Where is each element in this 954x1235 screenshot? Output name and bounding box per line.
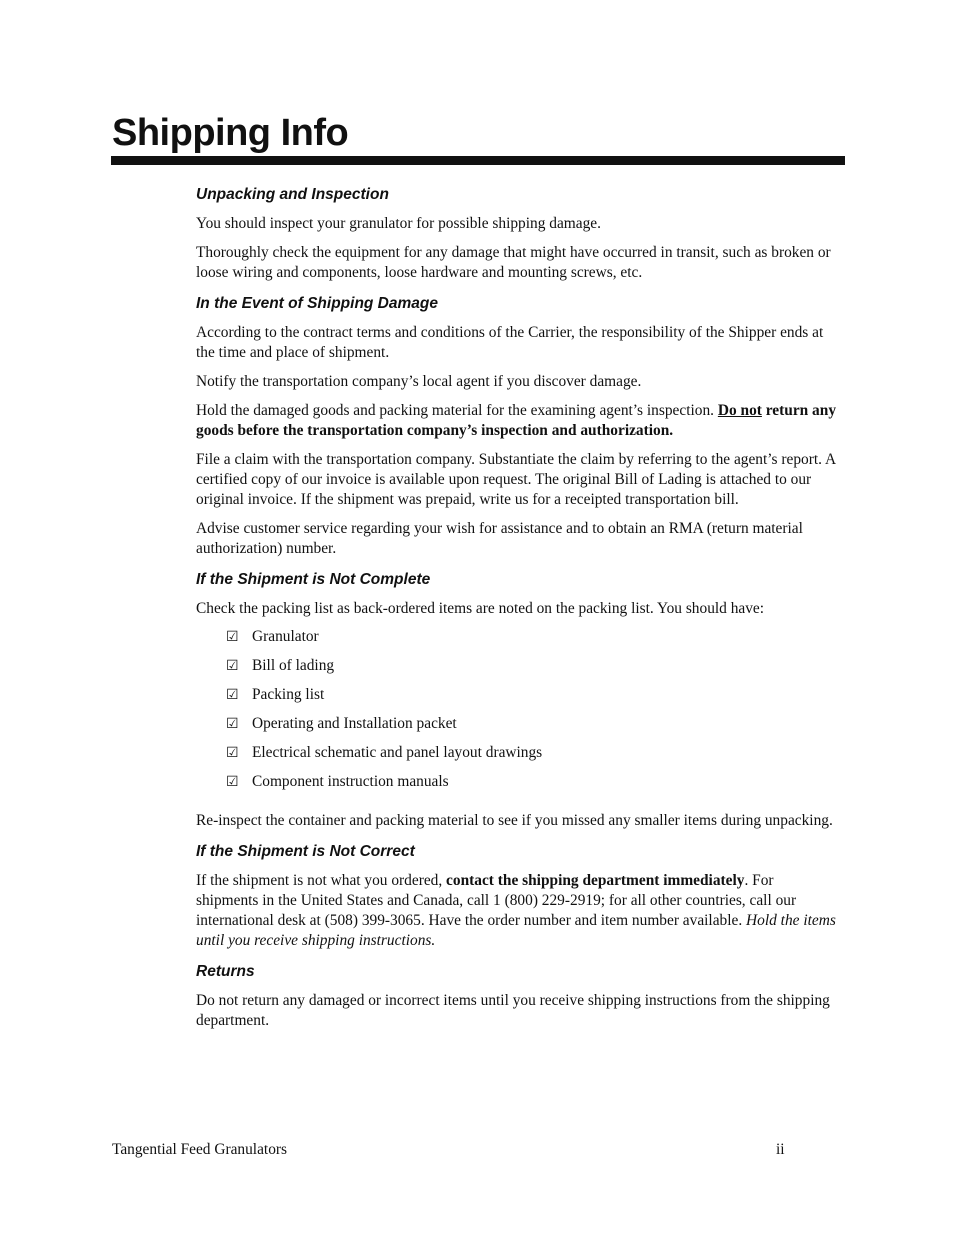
paragraph: You should inspect your granulator for possible shipping damage. — [196, 215, 601, 232]
footer-page-number: ii — [776, 1141, 785, 1158]
list-item — [226, 743, 836, 772]
shipment-checklist — [196, 627, 836, 801]
paragraph: Advise customer service regarding your wish for assistance and to obtain an RMA (return material authorization) number. — [196, 520, 803, 557]
list-item-label: Electrical schematic and panel layout drawings — [252, 744, 543, 761]
section-shipping-damage — [196, 291, 836, 559]
not-correct-paragraph — [196, 871, 836, 951]
title-rule — [111, 156, 845, 165]
section-not-correct — [196, 839, 836, 951]
checkbox-checked-icon: ☑ — [226, 687, 239, 703]
list-item-label: Granulator — [252, 628, 319, 645]
paragraph: Re-inspect the container and packing material to see if you missed any smaller items during unpacking. — [196, 812, 833, 829]
paragraph: Do not return any damaged or incorrect items until you receive shipping instructions from the shipping department. — [196, 992, 830, 1029]
checkbox-checked-icon: ☑ — [226, 774, 239, 790]
page-title: Shipping Info — [112, 112, 349, 154]
list-item — [226, 656, 836, 685]
list-item — [226, 685, 836, 714]
list-item-label: Bill of lading — [252, 657, 335, 674]
text: . For shipments in the United States and Canada, call 1 (800) 229-2919; for all other countries, call our international desk at (508) 399-3065. Have the order number and item number available. — [196, 872, 797, 929]
checkbox-checked-icon: ☑ — [226, 658, 239, 674]
paragraph: According to the contract terms and conditions of the Carrier, the responsibility of the Shipper ends at the time and place of shipment. — [196, 324, 824, 361]
section-heading: In the Event of Shipping Damage — [196, 295, 438, 312]
list-item — [226, 627, 836, 656]
section-heading: If the Shipment is Not Complete — [196, 571, 431, 588]
list-item-label: Packing list — [252, 686, 325, 703]
section-heading: If the Shipment is Not Correct — [196, 843, 415, 860]
return-warning: return any goods before the transportation company’s inspection and authorization. — [196, 402, 837, 439]
text: If the shipment is not what you ordered, — [196, 872, 447, 889]
section-not-complete — [196, 567, 836, 831]
list-item — [226, 714, 836, 743]
checklist-intro: Check the packing list as back-ordered items are noted on the packing list. You should have: — [196, 600, 765, 617]
section-unpacking-inspection — [196, 182, 836, 283]
hold-instruction: Hold the items until you receive shipping instructions. — [196, 912, 836, 949]
checkbox-checked-icon: ☑ — [226, 716, 239, 732]
section-heading: Unpacking and Inspection — [196, 186, 389, 203]
list-item-label: Operating and Installation packet — [252, 715, 457, 732]
content-body — [196, 182, 836, 1039]
checkbox-checked-icon: ☑ — [226, 629, 239, 645]
do-not-warning: Do not — [717, 402, 762, 419]
footer-document-title: Tangential Feed Granulators — [112, 1141, 288, 1158]
paragraph: Notify the transportation company’s local agent if you discover damage. — [196, 373, 642, 390]
paragraph: File a claim with the transportation company. Substantiate the claim by referring to the agent’s report. A certified copy of our invoice is available upon request. The original Bill of Lading is attached to our original invoice. If the shipment was prepaid, write us for a receipted transportation bill. — [196, 451, 836, 508]
hold-goods-paragraph — [196, 401, 836, 441]
list-item-label: Component instruction manuals — [252, 773, 449, 790]
checkbox-checked-icon: ☑ — [226, 745, 239, 761]
list-item — [226, 772, 836, 801]
section-returns — [196, 959, 836, 1031]
section-heading: Returns — [196, 963, 255, 980]
hold-text: Hold the damaged goods and packing material for the examining agent’s inspection. — [196, 402, 718, 419]
contact-instruction: contact the shipping department immediately — [446, 872, 745, 889]
paragraph: Thoroughly check the equipment for any damage that might have occurred in transit, such as broken or loose wiring and components, loose hardware and mounting screws, etc. — [196, 244, 831, 281]
